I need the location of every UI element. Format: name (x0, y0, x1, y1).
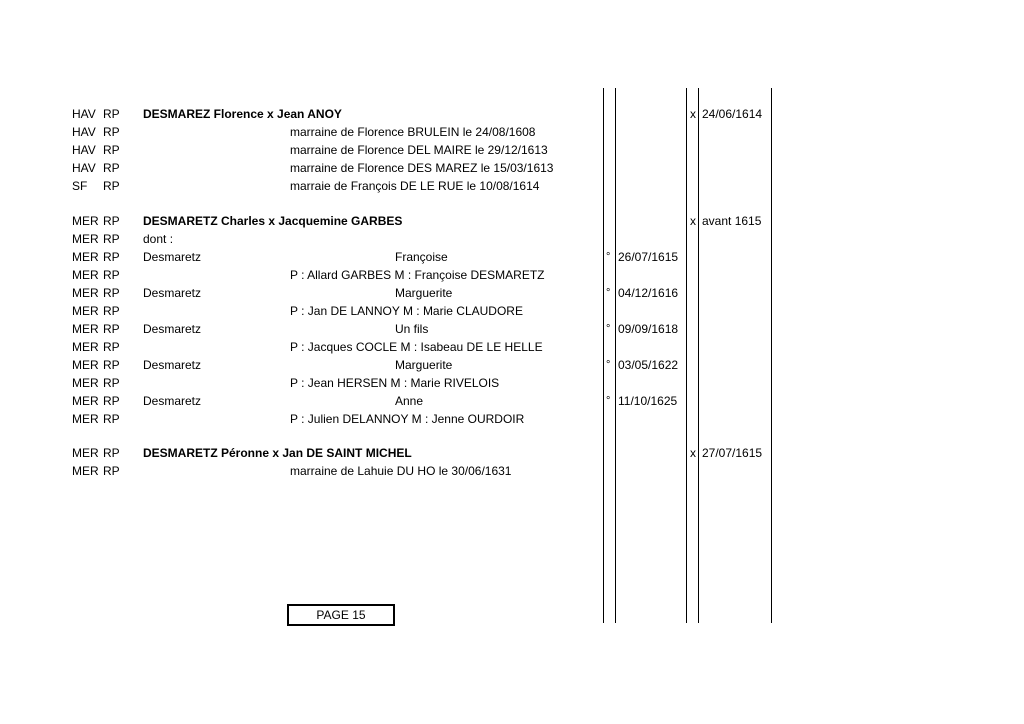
source-code: RP (103, 286, 120, 300)
table-row (0, 374, 1024, 392)
table-row (0, 212, 1024, 230)
godparents: P : Jan DE LANNOY M : Marie CLAUDORE (290, 304, 523, 318)
marriage-date: 27/07/1615 (702, 446, 763, 460)
source-code: RP (103, 107, 120, 121)
godparents: P : Jean HERSEN M : Marie RIVELOIS (290, 376, 500, 390)
source-code: RP (103, 322, 120, 336)
marriage-mark: x (690, 446, 696, 460)
table-row (0, 410, 1024, 428)
source-code: RP (103, 376, 120, 390)
birth-date: 04/12/1616 (618, 286, 679, 300)
table-row (0, 462, 1024, 480)
table-row (0, 248, 1024, 266)
godparents: P : Allard GARBES M : Françoise DESMARETZ (290, 268, 545, 282)
table-row (0, 302, 1024, 320)
place-code: MER (72, 286, 99, 300)
source-code: RP (103, 394, 120, 408)
place-code: HAV (72, 107, 96, 121)
birth-mark: ° (606, 359, 611, 371)
table-row (0, 230, 1024, 248)
child-firstname: Anne (395, 394, 424, 408)
child-firstname: Un fils (395, 322, 429, 336)
page-number-box (287, 604, 395, 626)
table-row (0, 356, 1024, 374)
birth-mark: ° (606, 395, 611, 407)
place-code: MER (72, 250, 99, 264)
couple-heading: DESMARETZ Péronne x Jan DE SAINT MICHEL (143, 446, 412, 460)
place-code: MER (72, 412, 99, 426)
table-row (0, 141, 1024, 159)
record-note: marraie de François DE LE RUE le 10/08/1614 (290, 179, 540, 193)
record-note: marraine de Florence DEL MAIRE le 29/12/1613 (290, 143, 548, 157)
source-code: RP (103, 125, 120, 139)
place-code: HAV (72, 143, 96, 157)
source-code: RP (103, 340, 120, 354)
couple-heading: DESMAREZ Florence x Jean ANOY (143, 107, 342, 121)
source-code: RP (103, 358, 120, 372)
place-code: MER (72, 464, 99, 478)
source-code: RP (103, 214, 120, 228)
child-surname: Desmaretz (143, 250, 202, 264)
place-code: HAV (72, 161, 96, 175)
place-code: MER (72, 322, 99, 336)
child-surname: Desmaretz (143, 394, 202, 408)
place-code: MER (72, 304, 99, 318)
source-code: RP (103, 161, 120, 175)
marriage-mark: x (690, 214, 696, 228)
marriage-date: 24/06/1614 (702, 107, 763, 121)
source-code: RP (103, 143, 120, 157)
table-row (0, 338, 1024, 356)
child-surname: Desmaretz (143, 322, 202, 336)
birth-date: 11/10/1625 (618, 394, 678, 408)
birth-mark: ° (606, 323, 611, 335)
source-code: RP (103, 268, 120, 282)
source-code: RP (103, 179, 120, 193)
child-firstname: Françoise (395, 250, 448, 264)
table-row (0, 123, 1024, 141)
source-code: RP (103, 250, 120, 264)
source-code: RP (103, 412, 120, 426)
page-number: PAGE 15 (316, 608, 366, 622)
children-intro: dont : (143, 232, 174, 246)
source-code: RP (103, 464, 120, 478)
godparents: P : Julien DELANNOY M : Jenne OURDOIR (290, 412, 525, 426)
place-code: MER (72, 394, 99, 408)
table-row (0, 159, 1024, 177)
place-code: MER (72, 232, 99, 246)
place-code: SF (72, 179, 88, 193)
table-row (0, 266, 1024, 284)
table-row (0, 444, 1024, 462)
birth-date: 03/05/1622 (618, 358, 679, 372)
child-surname: Desmaretz (143, 358, 202, 372)
birth-date: 26/07/1615 (618, 250, 679, 264)
record-note: marraine de Lahuie DU HO le 30/06/1631 (290, 464, 512, 478)
record-note: marraine de Florence DES MAREZ le 15/03/1613 (290, 161, 554, 175)
godparents: P : Jacques COCLE M : Isabeau DE LE HELLE (290, 340, 543, 354)
child-firstname: Marguerite (395, 286, 453, 300)
place-code: MER (72, 214, 99, 228)
place-code: MER (72, 376, 99, 390)
marriage-date: avant 1615 (702, 214, 762, 228)
place-code: MER (72, 358, 99, 372)
place-code: HAV (72, 125, 96, 139)
source-code: RP (103, 232, 120, 246)
child-surname: Desmaretz (143, 286, 202, 300)
place-code: MER (72, 446, 99, 460)
place-code: MER (72, 340, 99, 354)
table-row (0, 392, 1024, 410)
source-code: RP (103, 446, 120, 460)
couple-heading: DESMARETZ Charles x Jacquemine GARBES (143, 214, 403, 228)
table-row (0, 105, 1024, 123)
birth-mark: ° (606, 287, 611, 299)
child-firstname: Marguerite (395, 358, 453, 372)
birth-mark: ° (606, 251, 611, 263)
record-note: marraine de Florence BRULEIN le 24/08/1608 (290, 125, 536, 139)
table-row (0, 177, 1024, 195)
marriage-mark: x (690, 107, 696, 121)
birth-date: 09/09/1618 (618, 322, 679, 336)
source-code: RP (103, 304, 120, 318)
place-code: MER (72, 268, 99, 282)
table-row (0, 320, 1024, 338)
table-row (0, 284, 1024, 302)
